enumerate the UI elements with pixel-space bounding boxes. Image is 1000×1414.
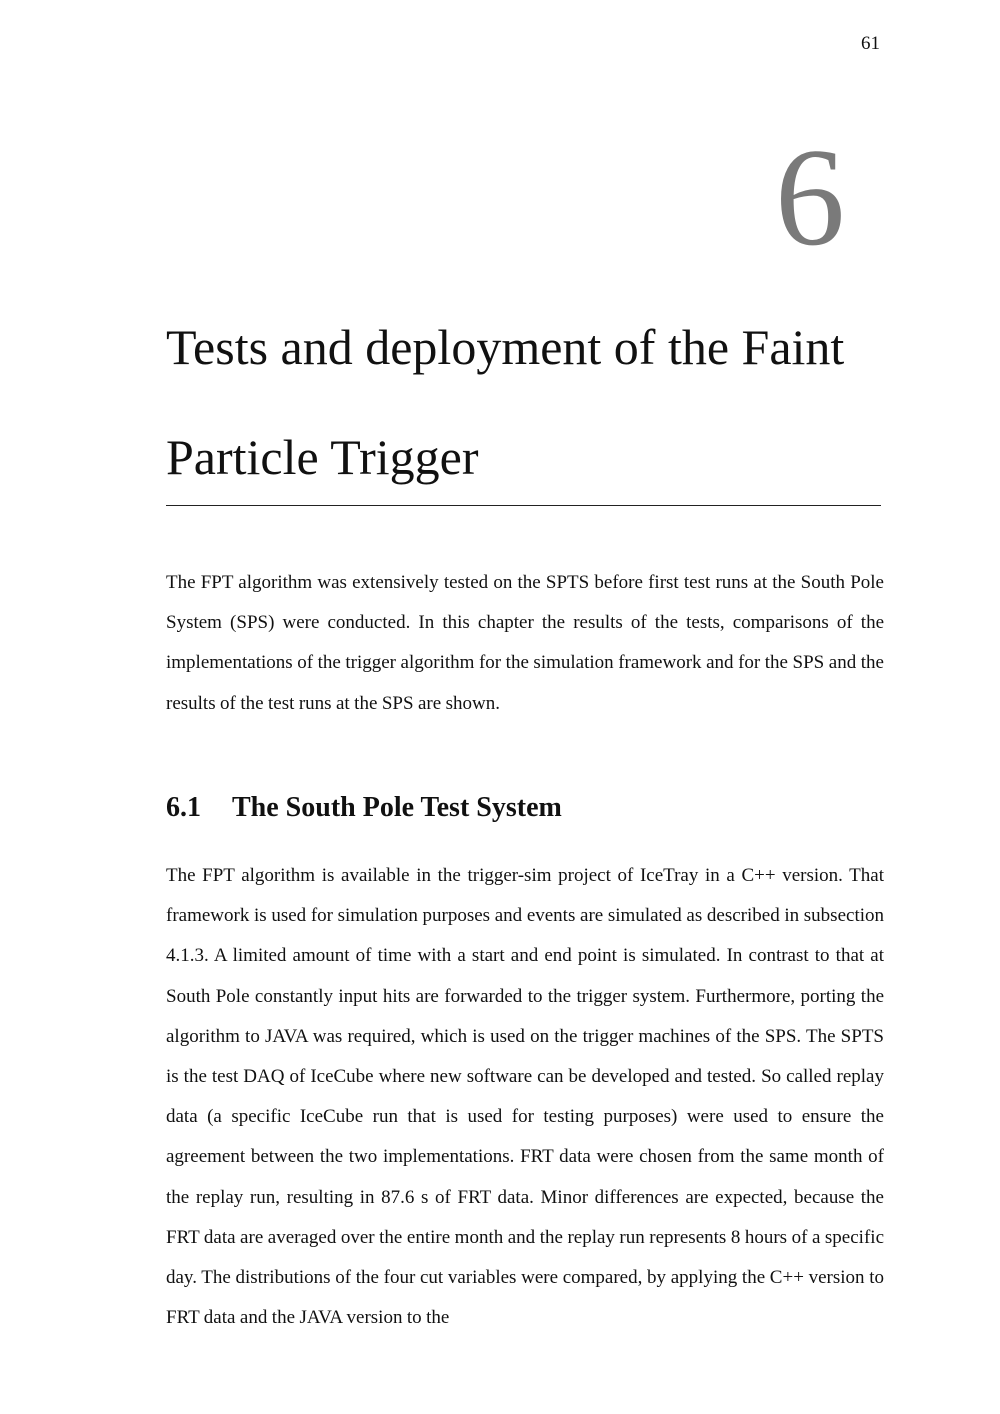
page-number: 61 [861, 33, 880, 54]
section-number: 6.1 [166, 792, 201, 823]
intro-paragraph: The FPT algorithm was extensively tested on the SPTS before first test runs at the South Pole System (SPS) were conducted. In this chapter the results of the tests, comparisons of the implementations of the trigger algorithm for the simulation framework and for the SPS and the results of the test runs at the SPS are shown. [166, 572, 884, 714]
section-paragraph: The FPT algorithm is available in the trigger-sim project of IceTray in a C++ version. That framework is used for simulation purposes and events are simulated as described in subsection 4.1.3. A limited amount of time with a start and end point is simulated. In contrast to that at South Pole constantly input hits are forwarded to the trigger system. Furthermore, porting the algorithm to JAVA was required, which is used on the trigger machines of the SPS. The SPTS is the test DAQ of IceCube where new software can be developed and tested. So called replay data (a specific IceCube run that is used for testing purposes) were used to ensure the agreement between the two implementations. FRT data were chosen from the same month of the replay run, resulting in 87.6 s of FRT data. Minor differences are expected, because the FRT data are averaged over the entire month and the replay run represents 8 hours of a specific day. The distributions of the four cut variables were compared, by applying the C++ version to FRT data and the JAVA version to the [166, 865, 884, 1329]
chapter-number: 6 [775, 120, 845, 275]
chapter-title: Tests and deployment of the Faint Particle Trigger [166, 319, 845, 485]
section-heading [166, 788, 562, 828]
section-title: The South Pole Test System [232, 792, 562, 823]
title-divider [166, 505, 881, 506]
